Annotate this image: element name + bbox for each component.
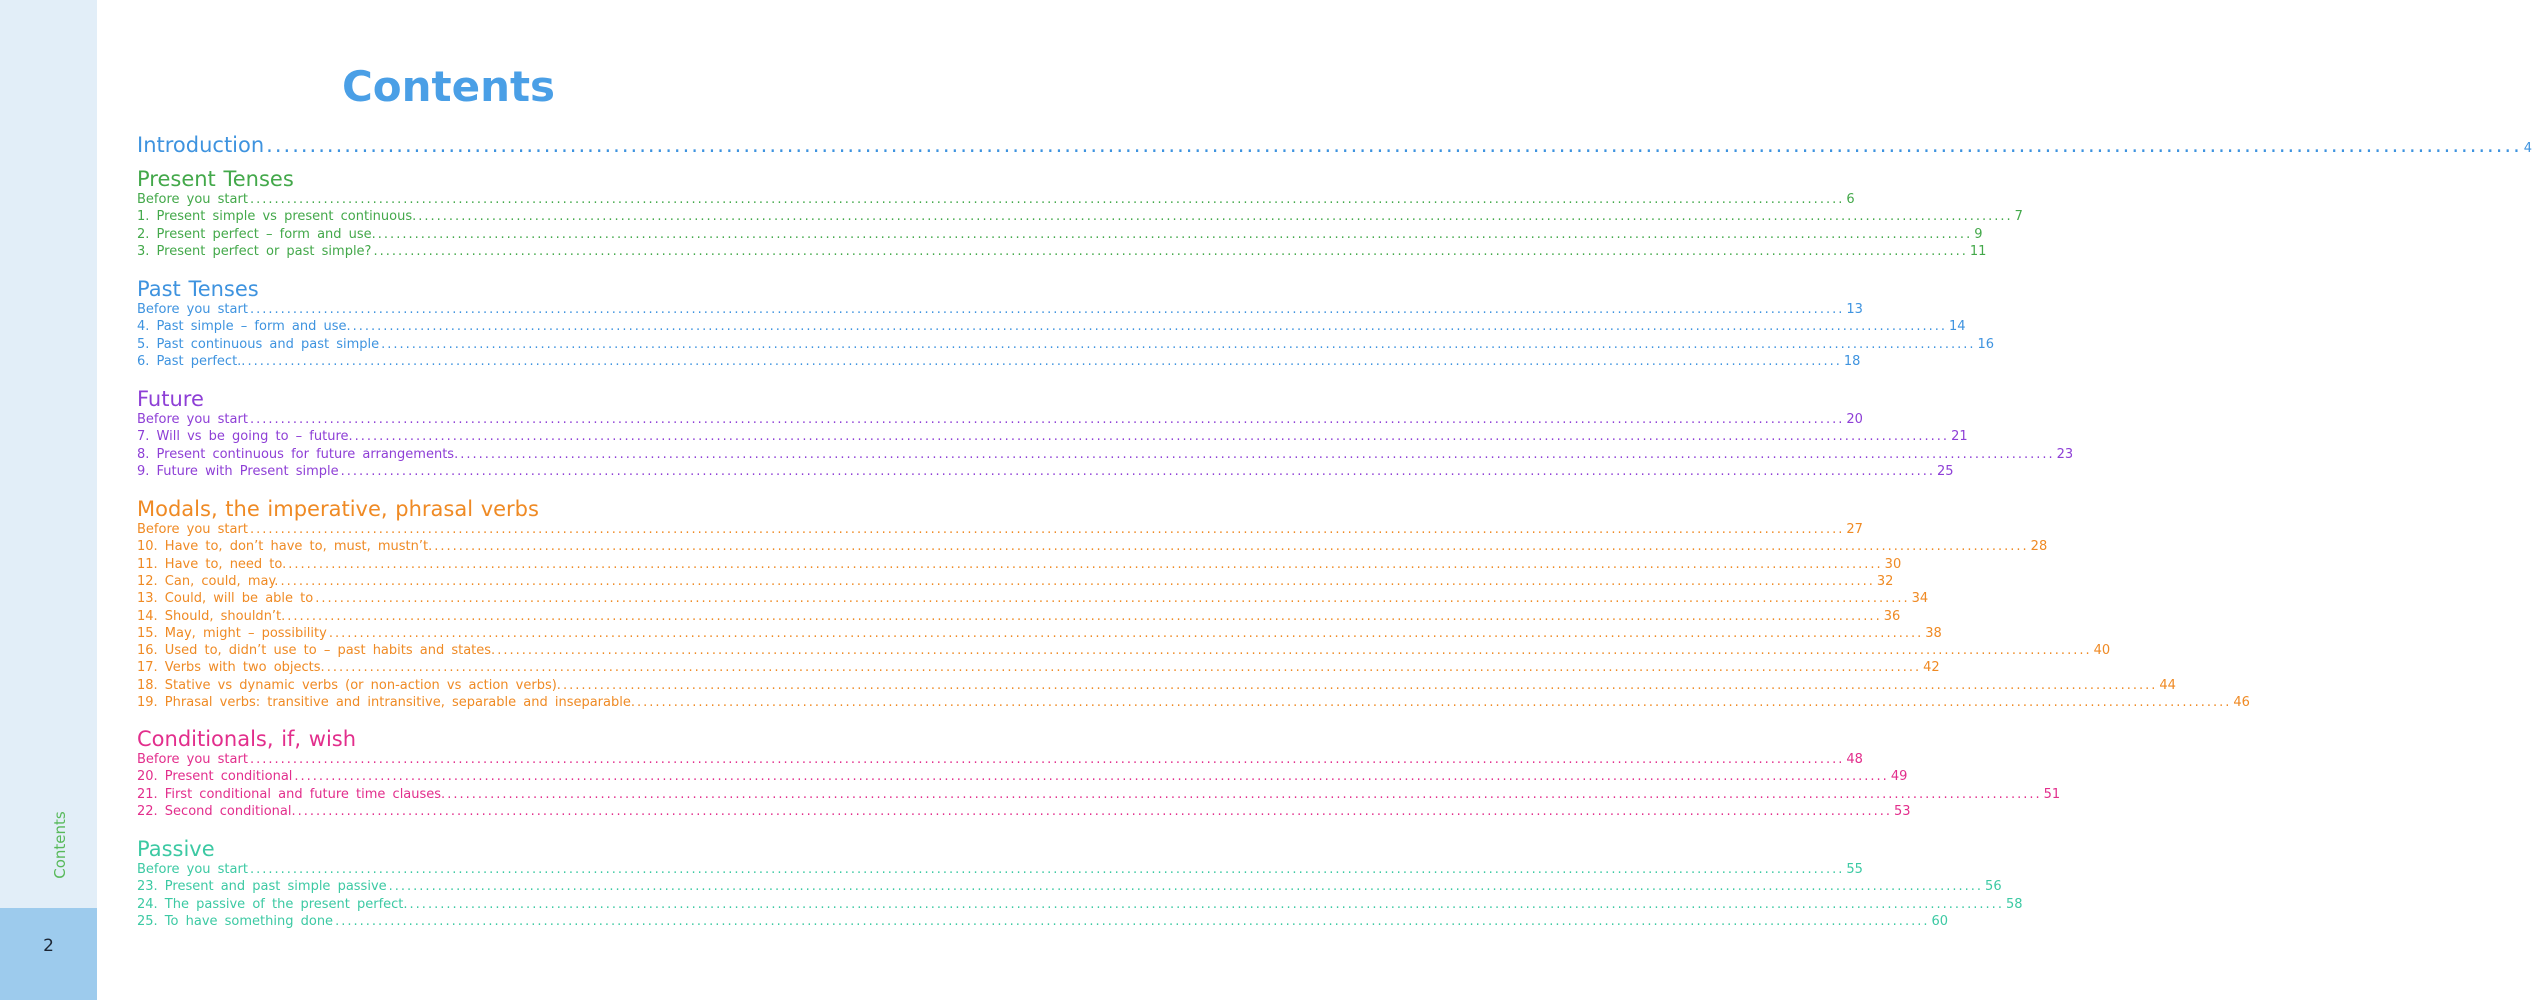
toc-entry-label: 1. Present simple vs present continuous. [137,209,417,225]
toc-entry[interactable] [137,677,2176,694]
toc-leader-dots: .................................................................................................................................................................................................................................................................... [249,522,1845,537]
toc-entry[interactable] [137,556,1902,573]
toc-entry[interactable] [137,591,1929,607]
section-heading[interactable]: Future [137,387,204,411]
toc-entry-page: 32 [1876,573,1894,589]
toc-entry-page: 7 [2014,209,2023,225]
toc-entry-page: 38 [1925,625,1942,641]
toc-leader-dots: .................................................................................................................................................................................................................................................................... [249,302,1845,317]
toc-entry-page: 25 [1937,463,1954,479]
section-heading[interactable]: Modals, the imperative, phrasal verbs [137,497,539,521]
toc-leader-dots: .................................................................................................................................................................................................................................................................... [249,752,1845,767]
toc-leader-dots: .................................................................................................................................................................................................................................................................... [294,769,1889,785]
toc-entry-page: 23 [2056,446,2074,462]
toc-entry-page: 28 [2030,539,2048,555]
section-heading[interactable]: Conditionals, if, wish [137,727,357,751]
toc-entry-label: 13. Could, will be able to [137,591,314,607]
toc-leader-dots: .................................................................................................................................................................................................................................................................... [297,803,1893,819]
toc-entry-page: 6 [1846,192,1855,207]
toc-entry[interactable] [137,463,1954,480]
toc-entry[interactable] [137,803,1911,820]
toc-entry-page: 46 [2233,695,2250,710]
toc-leader-dots: .................................................................................................................................................................................................................................................................... [315,591,1910,607]
toc-leader-dots: .................................................................................................................................................................................................................................................................... [497,643,2092,659]
toc-entry-page: 40 [2093,643,2111,659]
toc-entry-label: 23. Present and past simple passive [137,879,387,895]
toc-entry[interactable] [137,913,1949,930]
toc-leader-dots: .................................................................................................................................................................................................................................................................... [287,608,1882,624]
page-number: 2 [43,936,54,956]
toc-leader-dots: .................................................................................................................................................................................................................................................................... [377,226,1973,242]
toc-entry-page: 36 [1883,608,1901,624]
toc-leader-dots: .................................................................................................................................................................................................................................................................... [460,446,2055,462]
toc-entry[interactable] [137,752,1863,768]
toc-entry-page: 14 [1949,319,1966,335]
toc-entry-page: 55 [1846,862,1863,877]
toc-entry-label: 16. Used to, didn’t use to – past habits and states. [137,643,496,659]
toc-entry-label: Before you start [137,862,248,877]
toc-entry-label: 8. Present continuous for future arrangements. [137,446,459,462]
toc-leader-dots: .................................................................................................................................................................................................................................................................... [562,677,2158,693]
toc-entry-label: 25. To have something done [137,913,334,929]
toc-entry[interactable] [137,539,2048,555]
toc-entry-page: 18 [1843,353,1861,369]
toc-entry[interactable] [137,522,1863,538]
toc-entry[interactable] [137,353,1861,370]
toc-entry[interactable] [137,209,2023,225]
toc-leader-dots: .................................................................................................................................................................................................................................................................... [288,556,1883,572]
toc-entry-label: 4. Past simple – form and use. [137,319,351,335]
toc-leader-dots: .................................................................................................................................................................................................................................................................... [373,243,1968,259]
section-heading[interactable]: Past Tenses [137,277,259,301]
toc-entry[interactable] [137,625,1942,642]
toc-entry-label: 14. Should, shouldn’t. [137,608,286,624]
toc-leader-dots: .................................................................................................................................................................................................................................................................... [409,896,2004,912]
toc-entry-page: 4 [2523,141,2532,156]
toc-entry-page: 42 [1923,660,1940,676]
page-title: Contents [341,62,556,111]
section-heading[interactable]: Passive [137,837,215,861]
toc-entry[interactable] [137,226,1983,243]
toc-entry-label: Before you start [137,192,248,207]
toc-entry-label: Before you start [137,522,248,537]
toc-entry[interactable] [137,319,1966,335]
toc-leader-dots: .................................................................................................................................................................................................................................................................... [447,786,2042,802]
toc-entry-label: Before you start [137,302,248,317]
toc-leader-dots: .................................................................................................................................................................................................................................................................... [280,573,1875,589]
toc-entry[interactable] [137,643,2111,659]
toc-leader-dots: .................................................................................................................................................................................................................................................................... [326,660,1922,676]
toc-leader-dots: .................................................................................................................................................................................................................................................................... [354,429,1950,445]
toc-entry-page: 34 [1911,591,1929,607]
toc-entry[interactable] [137,412,1863,428]
toc-entry-label: 22. Second conditional. [137,803,296,819]
toc-entry-label: 9. Future with Present simple [137,463,339,479]
toc-entry-label: 5. Past continuous and past simple [137,336,380,352]
toc-leader-dots: .................................................................................................................................................................................................................................................................... [352,319,1948,335]
toc-entry-page: 16 [1977,336,1995,352]
toc-entry-label: 17. Verbs with two objects. [137,660,325,676]
sidebar-label: Contents [51,811,69,879]
toc-leader-dots: .................................................................................................................................................................................................................................................................... [247,353,1842,369]
toc-leader-dots: .................................................................................................................................................................................................................................................................... [388,879,1984,895]
toc-leader-dots: .................................................................................................................................................................................................................................................................... [249,192,1845,207]
toc-entry-label: 18. Stative vs dynamic verbs (or non-action vs action verbs). [137,677,561,693]
toc-entry[interactable] [137,336,1995,353]
toc-leader-dots: .................................................................................................................................................................................................................................................................... [328,625,1924,641]
toc-entry[interactable] [137,896,2023,913]
toc-entry-page: 51 [2043,786,2061,802]
toc-entry-label: 6. Past perfect.. [137,353,246,369]
toc-entry-label: 3. Present perfect or past simple? [137,243,372,259]
toc-entry-page: 13 [1846,302,1863,317]
toc-entry-page: 48 [1846,752,1863,767]
toc-entry[interactable] [137,302,1863,318]
toc-leader-dots: .................................................................................................................................................................................................................................................................... [418,209,2013,225]
toc-entry-label: Before you start [137,752,248,767]
toc-entry-label: 2. Present perfect – form and use. [137,226,376,242]
toc-entry[interactable] [137,446,2074,463]
sidebar [0,0,97,1000]
toc-entry-page: 53 [1894,803,1911,819]
toc-leader-dots: .................................................................................................................................................................................................................................................................... [266,133,2522,157]
toc-leader-dots: .................................................................................................................................................................................................................................................................... [340,463,1936,479]
toc-entry-label: 11. Have to, need to. [137,556,287,572]
toc-entry-page: 11 [1969,243,1987,259]
toc-entry-page: 44 [2159,677,2176,693]
toc-entry[interactable] [137,429,1968,445]
toc-entry-label: 12. Can, could, may. [137,573,279,589]
toc-leader-dots: .................................................................................................................................................................................................................................................................... [637,695,2232,710]
toc-entry-label: Before you start [137,412,248,427]
toc-entry[interactable] [137,243,1987,260]
toc-entry-page: 60 [1931,913,1949,929]
toc-entry-label: Introduction [137,133,265,157]
toc-entry[interactable] [137,786,2061,803]
toc-leader-dots: .................................................................................................................................................................................................................................................................... [434,539,2029,555]
toc-entry-page: 49 [1890,769,1908,785]
toc-entry-label: 7. Will vs be going to – future. [137,429,353,445]
toc-entry-page: 56 [1985,879,2002,895]
toc-entry-label: 10. Have to, don’t have to, must, mustn’t. [137,539,433,555]
toc-entry-page: 27 [1846,522,1863,537]
toc-entry[interactable] [137,862,1863,878]
toc-entry[interactable] [137,769,1908,785]
toc-entry[interactable] [137,695,2250,711]
toc-entry[interactable] [137,879,2002,895]
toc-entry-label: 20. Present conditional [137,769,293,785]
toc-entry-introduction[interactable] [137,133,2532,157]
toc-entry[interactable] [137,660,1940,676]
section-heading[interactable]: Present Tenses [137,167,294,191]
toc-entry-label: 24. The passive of the present perfect. [137,896,408,912]
toc-leader-dots: .................................................................................................................................................................................................................................................................... [335,913,1930,929]
page-number-box [0,908,97,1000]
toc-entry[interactable] [137,608,1901,625]
toc-entry-page: 20 [1846,412,1863,427]
toc-entry-label: 19. Phrasal verbs: transitive and intransitive, separable and inseparable. [137,695,635,710]
toc-entry-label: 15. May, might – possibility [137,625,327,641]
toc-entry-label: 21. First conditional and future time clauses. [137,786,446,802]
toc-entry[interactable] [137,192,1855,208]
toc-entry-page: 58 [2005,896,2023,912]
toc-leader-dots: .................................................................................................................................................................................................................................................................... [249,862,1845,877]
toc-leader-dots: .................................................................................................................................................................................................................................................................... [381,336,1976,352]
toc-entry-page: 9 [1974,226,1983,242]
toc-entry-page: 30 [1884,556,1902,572]
toc-entry-page: 21 [1951,429,1968,445]
toc-entry[interactable] [137,573,1894,590]
toc-leader-dots: .................................................................................................................................................................................................................................................................... [249,412,1845,427]
